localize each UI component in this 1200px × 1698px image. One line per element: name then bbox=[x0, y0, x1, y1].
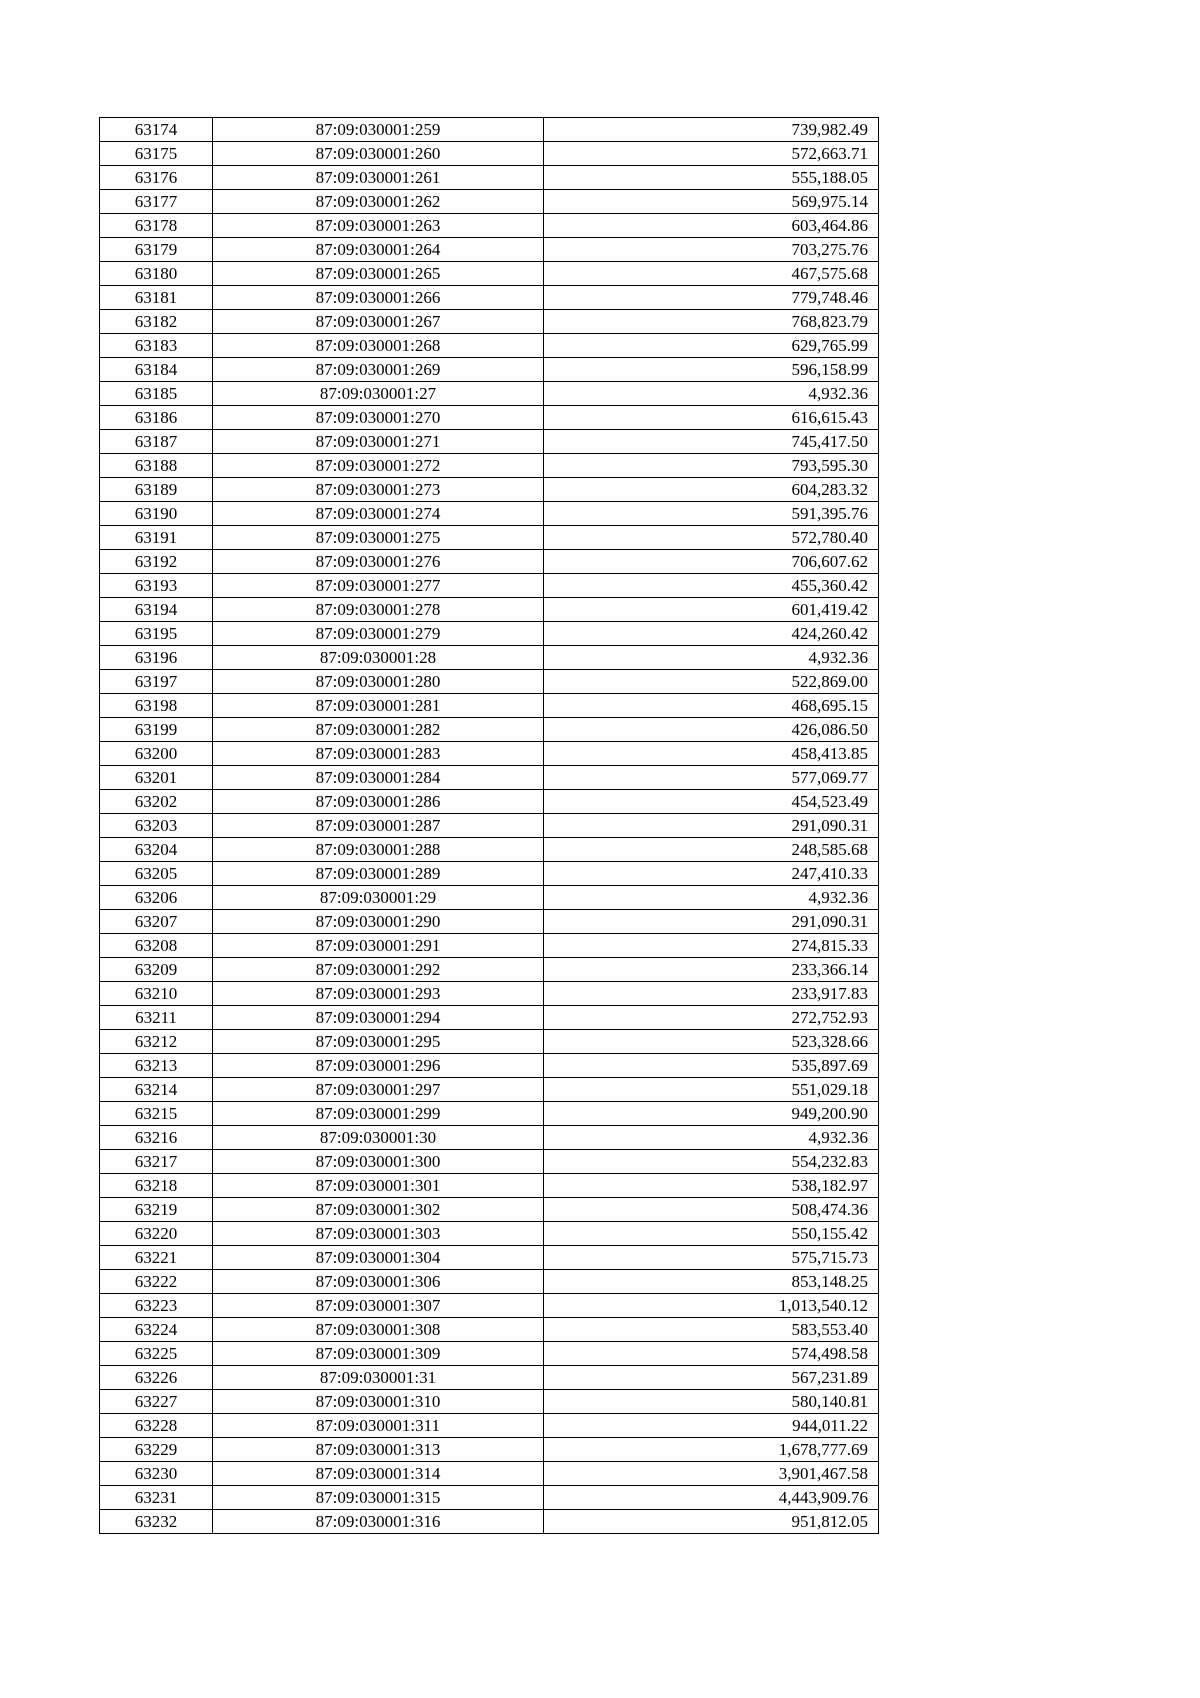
row-number-cell: 63207 bbox=[100, 910, 213, 934]
cadastral-number-cell: 87:09:030001:306 bbox=[213, 1270, 544, 1294]
row-number-cell: 63226 bbox=[100, 1366, 213, 1390]
cadastral-number-cell: 87:09:030001:311 bbox=[213, 1414, 544, 1438]
cadastral-number-cell: 87:09:030001:287 bbox=[213, 814, 544, 838]
row-number-cell: 63199 bbox=[100, 718, 213, 742]
value-cell: 272,752.93 bbox=[544, 1006, 879, 1030]
row-number-cell: 63193 bbox=[100, 574, 213, 598]
value-cell: 468,695.15 bbox=[544, 694, 879, 718]
value-cell: 4,932.36 bbox=[544, 646, 879, 670]
value-cell: 233,366.14 bbox=[544, 958, 879, 982]
value-cell: 580,140.81 bbox=[544, 1390, 879, 1414]
table-row bbox=[100, 862, 879, 886]
value-cell: 574,498.58 bbox=[544, 1342, 879, 1366]
value-cell: 522,869.00 bbox=[544, 670, 879, 694]
table-row bbox=[100, 142, 879, 166]
value-cell: 629,765.99 bbox=[544, 334, 879, 358]
cadastral-value-table bbox=[99, 117, 879, 1534]
value-cell: 601,419.42 bbox=[544, 598, 879, 622]
value-cell: 745,417.50 bbox=[544, 430, 879, 454]
row-number-cell: 63215 bbox=[100, 1102, 213, 1126]
row-number-cell: 63174 bbox=[100, 118, 213, 142]
cadastral-number-cell: 87:09:030001:30 bbox=[213, 1126, 544, 1150]
row-number-cell: 63212 bbox=[100, 1030, 213, 1054]
table-row bbox=[100, 1414, 879, 1438]
cadastral-number-cell: 87:09:030001:280 bbox=[213, 670, 544, 694]
cadastral-number-cell: 87:09:030001:316 bbox=[213, 1510, 544, 1534]
value-cell: 779,748.46 bbox=[544, 286, 879, 310]
value-cell: 247,410.33 bbox=[544, 862, 879, 886]
table-row bbox=[100, 1318, 879, 1342]
cadastral-number-cell: 87:09:030001:304 bbox=[213, 1246, 544, 1270]
cadastral-number-cell: 87:09:030001:310 bbox=[213, 1390, 544, 1414]
table-row bbox=[100, 598, 879, 622]
cadastral-number-cell: 87:09:030001:276 bbox=[213, 550, 544, 574]
value-cell: 458,413.85 bbox=[544, 742, 879, 766]
table-row bbox=[100, 334, 879, 358]
value-cell: 554,232.83 bbox=[544, 1150, 879, 1174]
value-cell: 951,812.05 bbox=[544, 1510, 879, 1534]
value-cell: 1,013,540.12 bbox=[544, 1294, 879, 1318]
row-number-cell: 63203 bbox=[100, 814, 213, 838]
value-cell: 455,360.42 bbox=[544, 574, 879, 598]
row-number-cell: 63177 bbox=[100, 190, 213, 214]
cadastral-number-cell: 87:09:030001:29 bbox=[213, 886, 544, 910]
cadastral-number-cell: 87:09:030001:271 bbox=[213, 430, 544, 454]
value-cell: 291,090.31 bbox=[544, 814, 879, 838]
table-row bbox=[100, 838, 879, 862]
cadastral-number-cell: 87:09:030001:284 bbox=[213, 766, 544, 790]
row-number-cell: 63197 bbox=[100, 670, 213, 694]
table-row bbox=[100, 1150, 879, 1174]
table-row bbox=[100, 886, 879, 910]
value-cell: 577,069.77 bbox=[544, 766, 879, 790]
row-number-cell: 63227 bbox=[100, 1390, 213, 1414]
cadastral-number-cell: 87:09:030001:282 bbox=[213, 718, 544, 742]
table-row bbox=[100, 1390, 879, 1414]
value-cell: 538,182.97 bbox=[544, 1174, 879, 1198]
value-cell: 569,975.14 bbox=[544, 190, 879, 214]
row-number-cell: 63216 bbox=[100, 1126, 213, 1150]
row-number-cell: 63196 bbox=[100, 646, 213, 670]
table-row bbox=[100, 1006, 879, 1030]
cadastral-number-cell: 87:09:030001:313 bbox=[213, 1438, 544, 1462]
value-cell: 555,188.05 bbox=[544, 166, 879, 190]
row-number-cell: 63188 bbox=[100, 454, 213, 478]
value-cell: 768,823.79 bbox=[544, 310, 879, 334]
row-number-cell: 63179 bbox=[100, 238, 213, 262]
value-cell: 604,283.32 bbox=[544, 478, 879, 502]
table-row bbox=[100, 430, 879, 454]
value-cell: 454,523.49 bbox=[544, 790, 879, 814]
row-number-cell: 63189 bbox=[100, 478, 213, 502]
table-row bbox=[100, 1510, 879, 1534]
value-cell: 523,328.66 bbox=[544, 1030, 879, 1054]
cadastral-number-cell: 87:09:030001:265 bbox=[213, 262, 544, 286]
row-number-cell: 63194 bbox=[100, 598, 213, 622]
cadastral-number-cell: 87:09:030001:274 bbox=[213, 502, 544, 526]
table-row bbox=[100, 910, 879, 934]
table-row bbox=[100, 958, 879, 982]
value-cell: 591,395.76 bbox=[544, 502, 879, 526]
row-number-cell: 63205 bbox=[100, 862, 213, 886]
cadastral-number-cell: 87:09:030001:273 bbox=[213, 478, 544, 502]
cadastral-number-cell: 87:09:030001:303 bbox=[213, 1222, 544, 1246]
row-number-cell: 63214 bbox=[100, 1078, 213, 1102]
table-row bbox=[100, 766, 879, 790]
value-cell: 291,090.31 bbox=[544, 910, 879, 934]
cadastral-number-cell: 87:09:030001:267 bbox=[213, 310, 544, 334]
table-row bbox=[100, 382, 879, 406]
value-cell: 550,155.42 bbox=[544, 1222, 879, 1246]
table-row bbox=[100, 1126, 879, 1150]
row-number-cell: 63195 bbox=[100, 622, 213, 646]
cadastral-number-cell: 87:09:030001:279 bbox=[213, 622, 544, 646]
row-number-cell: 63218 bbox=[100, 1174, 213, 1198]
cadastral-number-cell: 87:09:030001:293 bbox=[213, 982, 544, 1006]
value-cell: 703,275.76 bbox=[544, 238, 879, 262]
row-number-cell: 63221 bbox=[100, 1246, 213, 1270]
table-body bbox=[100, 118, 879, 1534]
table-row bbox=[100, 814, 879, 838]
cadastral-number-cell: 87:09:030001:275 bbox=[213, 526, 544, 550]
cadastral-number-cell: 87:09:030001:299 bbox=[213, 1102, 544, 1126]
row-number-cell: 63229 bbox=[100, 1438, 213, 1462]
value-cell: 616,615.43 bbox=[544, 406, 879, 430]
cadastral-number-cell: 87:09:030001:272 bbox=[213, 454, 544, 478]
table-row bbox=[100, 454, 879, 478]
table-row bbox=[100, 238, 879, 262]
value-cell: 4,932.36 bbox=[544, 1126, 879, 1150]
table-row bbox=[100, 166, 879, 190]
value-cell: 535,897.69 bbox=[544, 1054, 879, 1078]
row-number-cell: 63217 bbox=[100, 1150, 213, 1174]
table-row bbox=[100, 646, 879, 670]
value-cell: 426,086.50 bbox=[544, 718, 879, 742]
cadastral-number-cell: 87:09:030001:289 bbox=[213, 862, 544, 886]
table-row bbox=[100, 670, 879, 694]
cadastral-number-cell: 87:09:030001:290 bbox=[213, 910, 544, 934]
value-cell: 739,982.49 bbox=[544, 118, 879, 142]
value-cell: 4,932.36 bbox=[544, 382, 879, 406]
table-row bbox=[100, 742, 879, 766]
cadastral-number-cell: 87:09:030001:288 bbox=[213, 838, 544, 862]
cadastral-number-cell: 87:09:030001:268 bbox=[213, 334, 544, 358]
cadastral-number-cell: 87:09:030001:269 bbox=[213, 358, 544, 382]
row-number-cell: 63230 bbox=[100, 1462, 213, 1486]
table-row bbox=[100, 790, 879, 814]
cadastral-number-cell: 87:09:030001:301 bbox=[213, 1174, 544, 1198]
value-cell: 233,917.83 bbox=[544, 982, 879, 1006]
row-number-cell: 63231 bbox=[100, 1486, 213, 1510]
row-number-cell: 63198 bbox=[100, 694, 213, 718]
cadastral-number-cell: 87:09:030001:296 bbox=[213, 1054, 544, 1078]
row-number-cell: 63176 bbox=[100, 166, 213, 190]
value-cell: 467,575.68 bbox=[544, 262, 879, 286]
row-number-cell: 63175 bbox=[100, 142, 213, 166]
value-cell: 567,231.89 bbox=[544, 1366, 879, 1390]
table-row bbox=[100, 502, 879, 526]
value-cell: 551,029.18 bbox=[544, 1078, 879, 1102]
table-row bbox=[100, 1174, 879, 1198]
row-number-cell: 63182 bbox=[100, 310, 213, 334]
table-row bbox=[100, 694, 879, 718]
row-number-cell: 63190 bbox=[100, 502, 213, 526]
cadastral-number-cell: 87:09:030001:292 bbox=[213, 958, 544, 982]
cadastral-number-cell: 87:09:030001:294 bbox=[213, 1006, 544, 1030]
cadastral-number-cell: 87:09:030001:315 bbox=[213, 1486, 544, 1510]
cadastral-number-cell: 87:09:030001:262 bbox=[213, 190, 544, 214]
cadastral-number-cell: 87:09:030001:302 bbox=[213, 1198, 544, 1222]
value-cell: 575,715.73 bbox=[544, 1246, 879, 1270]
table-row bbox=[100, 190, 879, 214]
cadastral-number-cell: 87:09:030001:295 bbox=[213, 1030, 544, 1054]
value-cell: 949,200.90 bbox=[544, 1102, 879, 1126]
cadastral-number-cell: 87:09:030001:309 bbox=[213, 1342, 544, 1366]
table-row bbox=[100, 1438, 879, 1462]
row-number-cell: 63223 bbox=[100, 1294, 213, 1318]
table-row bbox=[100, 1294, 879, 1318]
table-row bbox=[100, 118, 879, 142]
cadastral-number-cell: 87:09:030001:27 bbox=[213, 382, 544, 406]
cadastral-number-cell: 87:09:030001:314 bbox=[213, 1462, 544, 1486]
table-row bbox=[100, 1246, 879, 1270]
row-number-cell: 63210 bbox=[100, 982, 213, 1006]
row-number-cell: 63187 bbox=[100, 430, 213, 454]
cadastral-number-cell: 87:09:030001:278 bbox=[213, 598, 544, 622]
value-cell: 3,901,467.58 bbox=[544, 1462, 879, 1486]
cadastral-number-cell: 87:09:030001:308 bbox=[213, 1318, 544, 1342]
value-cell: 424,260.42 bbox=[544, 622, 879, 646]
table-row bbox=[100, 1198, 879, 1222]
table-row bbox=[100, 1054, 879, 1078]
value-cell: 248,585.68 bbox=[544, 838, 879, 862]
row-number-cell: 63202 bbox=[100, 790, 213, 814]
value-cell: 793,595.30 bbox=[544, 454, 879, 478]
table-row bbox=[100, 718, 879, 742]
row-number-cell: 63209 bbox=[100, 958, 213, 982]
table-row bbox=[100, 406, 879, 430]
table-row bbox=[100, 262, 879, 286]
cadastral-number-cell: 87:09:030001:260 bbox=[213, 142, 544, 166]
cadastral-number-cell: 87:09:030001:283 bbox=[213, 742, 544, 766]
cadastral-number-cell: 87:09:030001:300 bbox=[213, 1150, 544, 1174]
value-cell: 572,780.40 bbox=[544, 526, 879, 550]
row-number-cell: 63192 bbox=[100, 550, 213, 574]
value-cell: 274,815.33 bbox=[544, 934, 879, 958]
row-number-cell: 63206 bbox=[100, 886, 213, 910]
table-row bbox=[100, 214, 879, 238]
row-number-cell: 63204 bbox=[100, 838, 213, 862]
cadastral-number-cell: 87:09:030001:259 bbox=[213, 118, 544, 142]
table-row bbox=[100, 1462, 879, 1486]
cadastral-number-cell: 87:09:030001:297 bbox=[213, 1078, 544, 1102]
value-cell: 583,553.40 bbox=[544, 1318, 879, 1342]
row-number-cell: 63224 bbox=[100, 1318, 213, 1342]
table-row bbox=[100, 574, 879, 598]
table-row bbox=[100, 478, 879, 502]
cadastral-number-cell: 87:09:030001:264 bbox=[213, 238, 544, 262]
row-number-cell: 63213 bbox=[100, 1054, 213, 1078]
row-number-cell: 63208 bbox=[100, 934, 213, 958]
cadastral-number-cell: 87:09:030001:31 bbox=[213, 1366, 544, 1390]
row-number-cell: 63200 bbox=[100, 742, 213, 766]
cadastral-number-cell: 87:09:030001:281 bbox=[213, 694, 544, 718]
table-row bbox=[100, 1030, 879, 1054]
value-cell: 706,607.62 bbox=[544, 550, 879, 574]
row-number-cell: 63201 bbox=[100, 766, 213, 790]
table-row bbox=[100, 1270, 879, 1294]
table-row bbox=[100, 550, 879, 574]
cadastral-number-cell: 87:09:030001:270 bbox=[213, 406, 544, 430]
row-number-cell: 63219 bbox=[100, 1198, 213, 1222]
row-number-cell: 63186 bbox=[100, 406, 213, 430]
value-cell: 1,678,777.69 bbox=[544, 1438, 879, 1462]
table-row bbox=[100, 358, 879, 382]
cadastral-number-cell: 87:09:030001:28 bbox=[213, 646, 544, 670]
row-number-cell: 63225 bbox=[100, 1342, 213, 1366]
cadastral-number-cell: 87:09:030001:261 bbox=[213, 166, 544, 190]
row-number-cell: 63185 bbox=[100, 382, 213, 406]
value-cell: 944,011.22 bbox=[544, 1414, 879, 1438]
table-row bbox=[100, 1342, 879, 1366]
value-cell: 4,932.36 bbox=[544, 886, 879, 910]
table-row bbox=[100, 286, 879, 310]
value-cell: 508,474.36 bbox=[544, 1198, 879, 1222]
table-row bbox=[100, 1486, 879, 1510]
cadastral-number-cell: 87:09:030001:307 bbox=[213, 1294, 544, 1318]
table-row bbox=[100, 982, 879, 1006]
row-number-cell: 63183 bbox=[100, 334, 213, 358]
cadastral-number-cell: 87:09:030001:286 bbox=[213, 790, 544, 814]
row-number-cell: 63228 bbox=[100, 1414, 213, 1438]
cadastral-number-cell: 87:09:030001:291 bbox=[213, 934, 544, 958]
table-row bbox=[100, 1366, 879, 1390]
row-number-cell: 63232 bbox=[100, 1510, 213, 1534]
cadastral-number-cell: 87:09:030001:277 bbox=[213, 574, 544, 598]
cadastral-number-cell: 87:09:030001:266 bbox=[213, 286, 544, 310]
row-number-cell: 63180 bbox=[100, 262, 213, 286]
row-number-cell: 63178 bbox=[100, 214, 213, 238]
row-number-cell: 63220 bbox=[100, 1222, 213, 1246]
row-number-cell: 63181 bbox=[100, 286, 213, 310]
value-cell: 596,158.99 bbox=[544, 358, 879, 382]
row-number-cell: 63222 bbox=[100, 1270, 213, 1294]
table-row bbox=[100, 934, 879, 958]
row-number-cell: 63211 bbox=[100, 1006, 213, 1030]
value-cell: 4,443,909.76 bbox=[544, 1486, 879, 1510]
cadastral-number-cell: 87:09:030001:263 bbox=[213, 214, 544, 238]
value-cell: 853,148.25 bbox=[544, 1270, 879, 1294]
table-row bbox=[100, 310, 879, 334]
table-row bbox=[100, 1102, 879, 1126]
row-number-cell: 63191 bbox=[100, 526, 213, 550]
value-cell: 603,464.86 bbox=[544, 214, 879, 238]
table-row bbox=[100, 1078, 879, 1102]
value-cell: 572,663.71 bbox=[544, 142, 879, 166]
row-number-cell: 63184 bbox=[100, 358, 213, 382]
table-row bbox=[100, 622, 879, 646]
table-row bbox=[100, 1222, 879, 1246]
table-row bbox=[100, 526, 879, 550]
